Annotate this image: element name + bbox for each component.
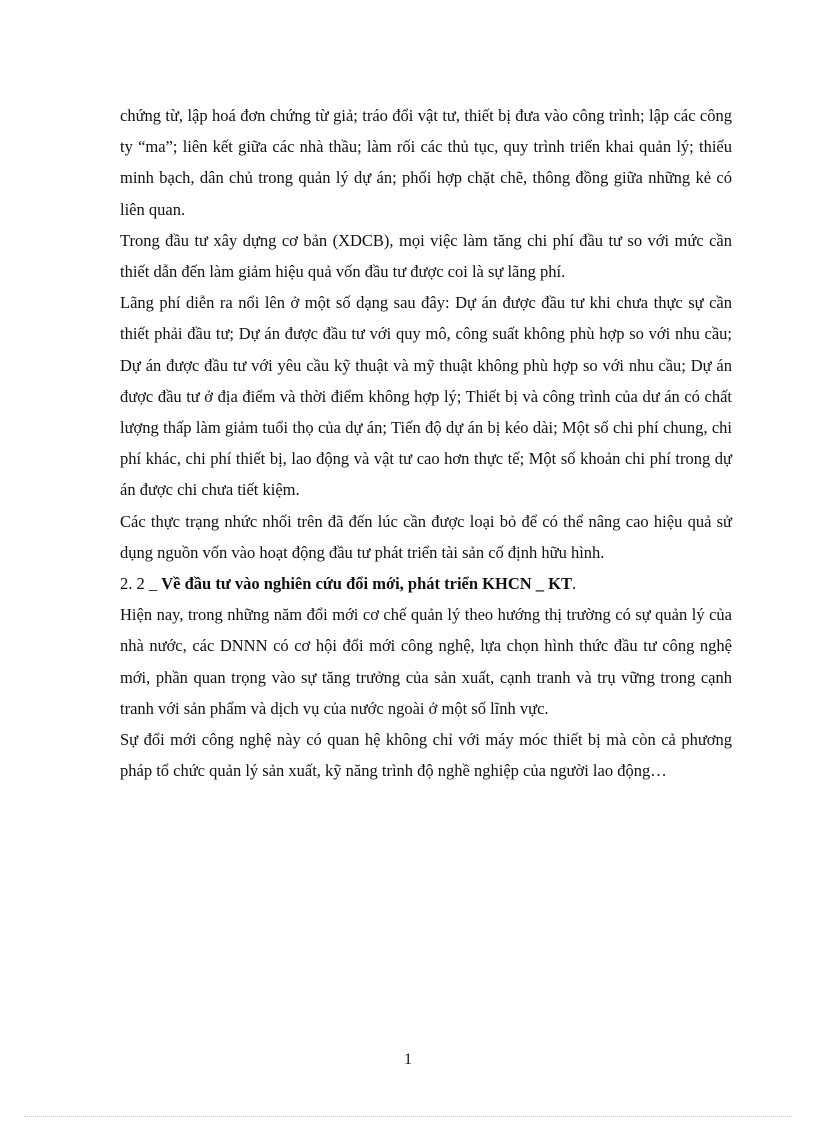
page-bottom-divider <box>24 1116 792 1117</box>
page-number: 1 <box>404 1051 412 1068</box>
paragraph-tech-innovation: Hiện nay, trong những năm đổi mới cơ chế quản lý theo hướng thị trường có sự quản lý của nhà nước, các DNNN có cơ hội đổi mới công nghệ, lựa chọn hình thức đầu tư công nghệ mới, phần quan trọng vào sự tăng trưởng của sản xuất, cạnh tranh và trụ vững trong cạnh tranh với sản phẩm và dịch vụ của nước ngoài ở một số lĩnh vực. <box>120 605 732 718</box>
paragraph-xdcb-waste-definition: Trong đầu tư xây dựng cơ bản (XDCB), mọi việc làm tăng chi phí đầu tư so với mức cần thiết dẫn đến làm giảm hiệu quả vốn đầu tư được coi là sự lãng phí. <box>120 230 732 282</box>
section-heading-number: 2. 2 _ <box>120 574 162 594</box>
paragraph-waste-forms: Lãng phí diễn ra nổi lên ở một số dạng sau đây: Dự án được đầu tư khi chưa thực sự cần thiết phải đầu tư; Dự án được đầu tư với quy mô, công suất không phù hợp so với nhu cầu; Dự án được đầu tư với yêu cầu kỹ thuật và mỹ thuật không phù hợp so với nhu cầu; Dự án được đầu tư ở địa điểm và thời điểm không hợp lý; Thiết bị và công trình của dư án có chất lượng thấp làm giảm tuổi thọ của dự án; Tiến độ dự án bị kéo dài; Một số chi phí chung, chi phí khác, chi phí thiết bị, lao động và vật tư cao hơn thực tế; Một số khoản chi phí trong dự án được chi chưa tiết kiệm. <box>120 293 732 500</box>
section-heading-2-2 <box>120 568 732 599</box>
paragraph-tech-relationship: Sự đổi mới công nghệ này có quan hệ không chỉ với máy móc thiết bị mà còn cả phương pháp tổ chức quản lý sản xuất, kỹ năng trình độ nghề nghiệp của người lao động… <box>120 730 732 781</box>
document-body <box>120 100 732 786</box>
section-heading-title: Về đầu tư vào nghiên cứu đổi mới, phát triển KHCN _ KT <box>161 574 573 594</box>
paragraph-elimination-need: Các thực trạng nhức nhối trên đã đến lúc cần được loại bỏ để có thể nâng cao hiệu quả sử dụng nguồn vốn vào hoạt động đầu tư phát triển tài sản cố định hữu hình. <box>120 511 732 562</box>
paragraph-fraud-practices: chứng từ, lập hoá đơn chứng từ giả; tráo đổi vật tư, thiết bị đưa vào công trình; lập các công ty “ma”; liên kết giữa các nhà thầu; làm rối các thủ tục, quy trình triển khai quản lý; thiếu minh bạch, dân chủ trong quản lý dự án; phối hợp chặt chẽ, thông đồng giữa những kẻ có liên quan. <box>120 106 732 219</box>
section-heading-end: . <box>572 574 577 594</box>
